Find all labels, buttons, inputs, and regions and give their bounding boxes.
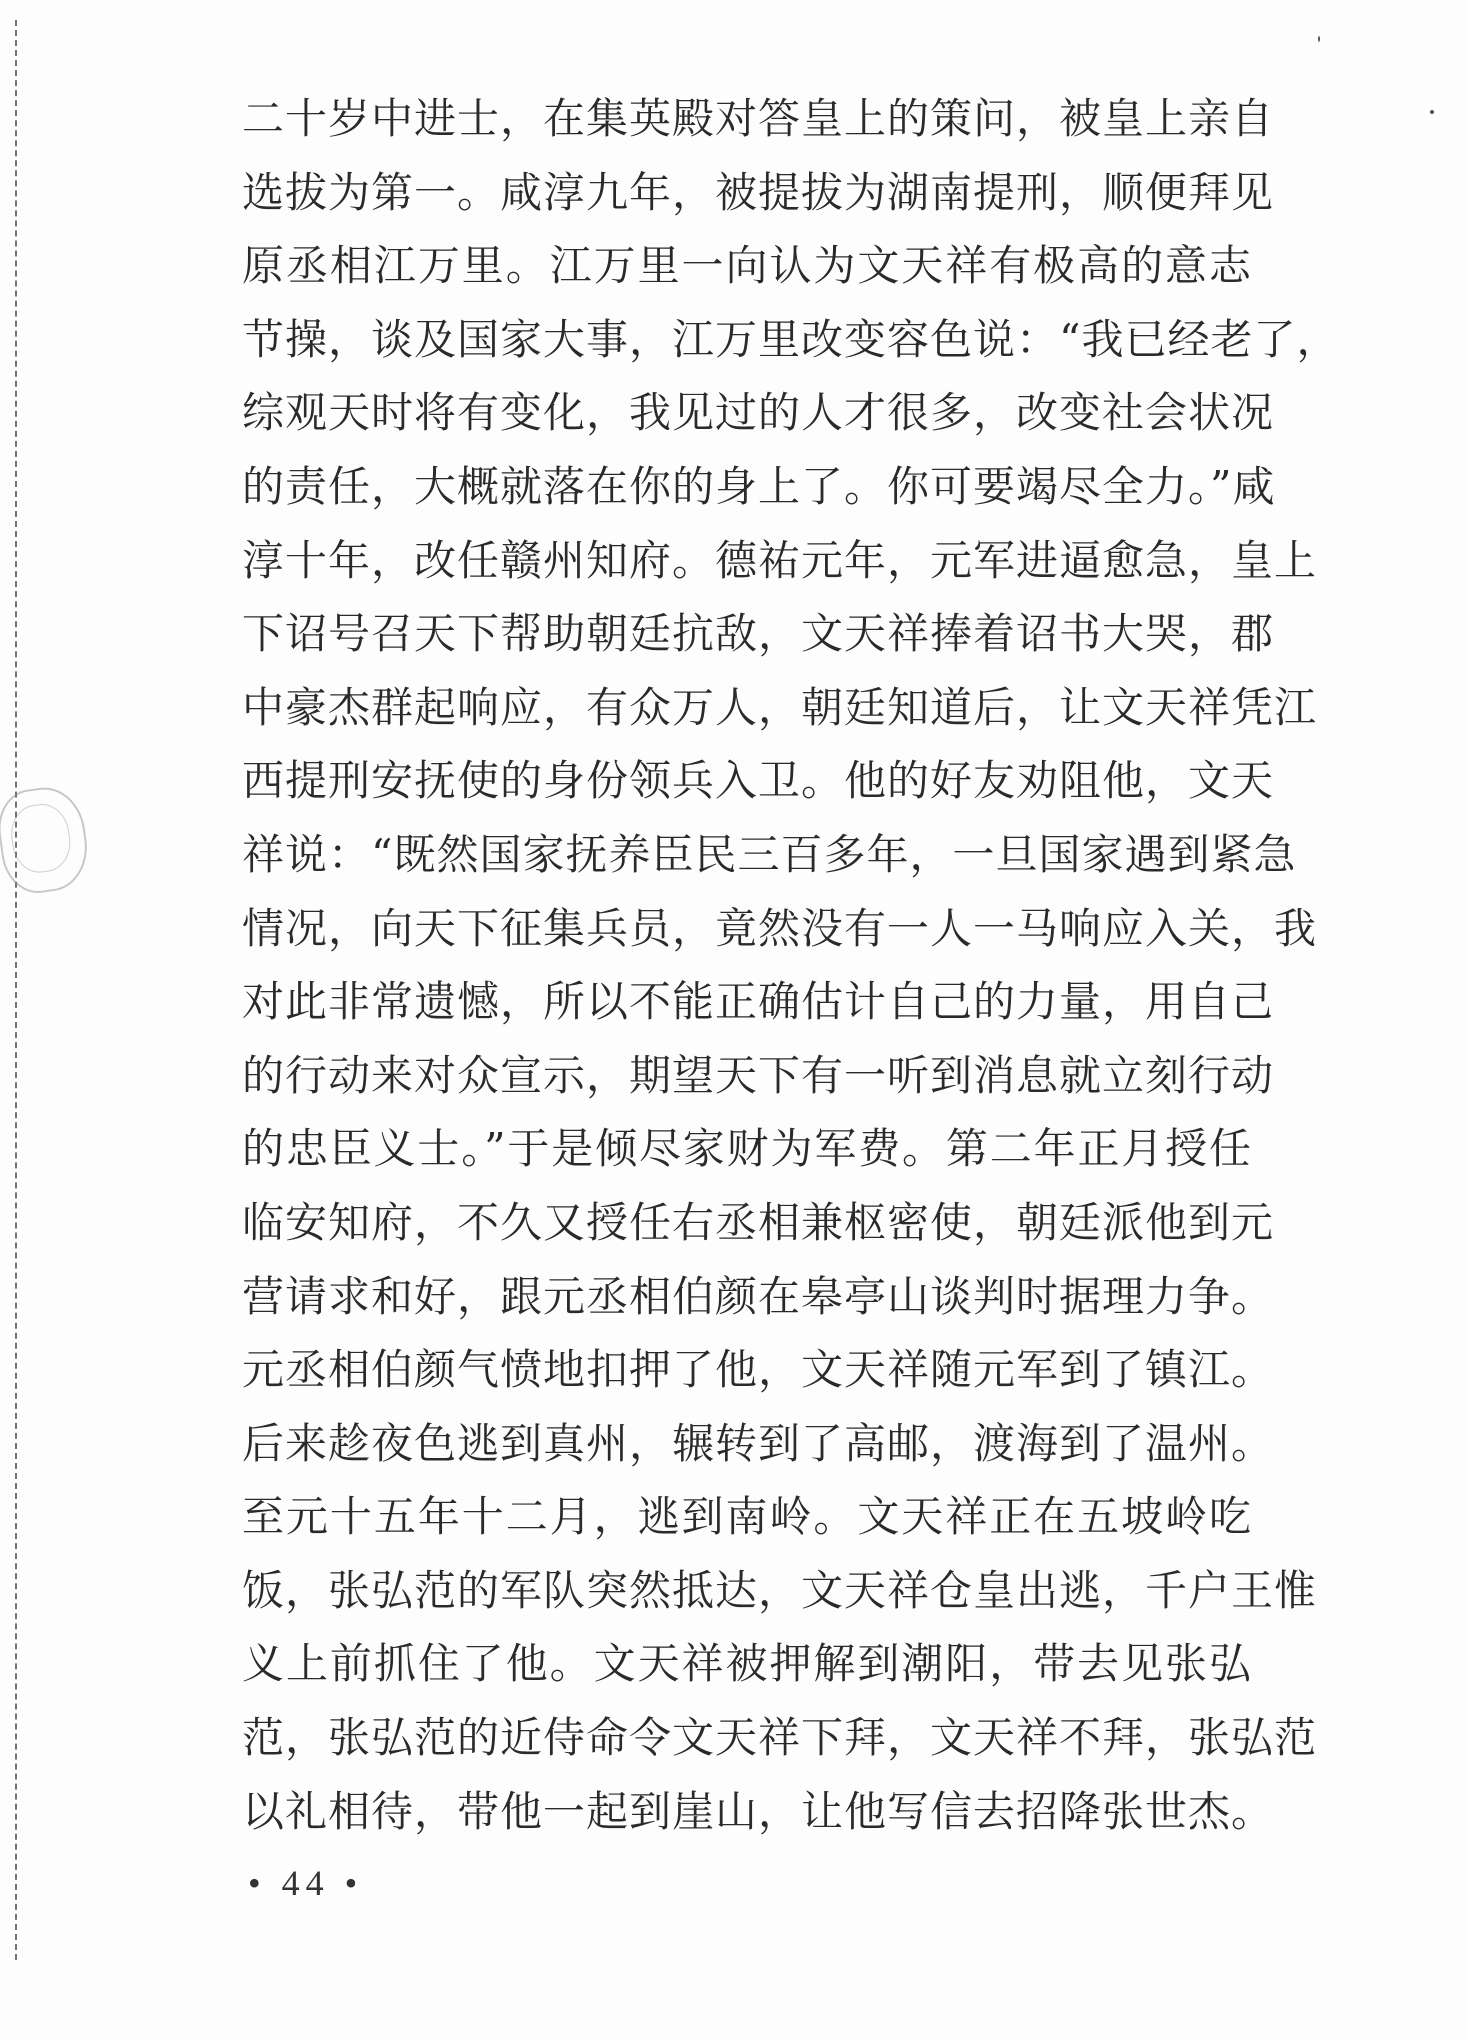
stamp-seal-icon (0, 783, 93, 898)
text-line: 临安知府，不久又授任右丞相兼枢密使，朝廷派他到元 (242, 1197, 1275, 1247)
text-line: 至元十五年十二月，逃到南岭。文天祥正在五坡岭吃 (242, 1492, 1252, 1542)
text-line: 以礼相待，带他一起到崖山，让他写信去招降张世杰。 (242, 1786, 1275, 1836)
binding-dashed-line (15, 20, 17, 1960)
ink-speck (1318, 36, 1320, 42)
text-line: 后来趁夜色逃到真州，辗转到了高邮，渡海到了温州。 (242, 1418, 1275, 1468)
text-line: 节操，谈及国家大事，江万里改变容色说：“我已经老了， (242, 314, 1340, 364)
text-line: 二十岁中进士，在集英殿对答皇上的策问，被皇上亲自 (242, 94, 1275, 143)
text-line: 西提刑安抚使的身份领兵入卫。他的好友劝阻他，文天 (242, 756, 1275, 806)
text-line: 的忠臣义士。”于是倾尽家财为军费。第二年正月授任 (242, 1124, 1252, 1174)
text-line: 的责任，大概就落在你的身上了。你可要竭尽全力。”咸 (242, 461, 1276, 511)
text-line: 中豪杰群起响应，有众万人，朝廷知道后，让文天祥凭江 (242, 682, 1318, 732)
text-line: 情况，向天下征集兵员，竟然没有一人一马响应入关，我 (242, 903, 1318, 953)
text-line: 饭，张弘范的军队突然抵达，文天祥仓皇出逃，千户王惟 (242, 1565, 1318, 1615)
text-line: 范，张弘范的近侍命令文天祥下拜，文天祥不拜，张弘范 (242, 1713, 1318, 1763)
text-line: 对此非常遗憾，所以不能正确估计自己的力量，用自己 (242, 977, 1275, 1027)
text-line: 选拔为第一。咸淳九年，被提拔为湖南提刑，顺便拜见 (242, 167, 1275, 217)
text-line: 综观天时将有变化，我见过的人才很多，改变社会状况 (242, 388, 1275, 438)
ink-speck (1430, 110, 1434, 114)
text-line: 原丞相江万里。江万里一向认为文天祥有极高的意志 (242, 241, 1252, 291)
text-line: 祥说：“既然国家抚养臣民三百多年，一旦国家遇到紧急 (242, 829, 1297, 879)
text-line: 元丞相伯颜气愤地扣押了他，文天祥随元军到了镇江。 (242, 1345, 1275, 1395)
page-number: • 44 • (248, 1863, 364, 1903)
text-line: 下诏号召天下帮助朝廷抗敌，文天祥捧着诏书大哭，郡 (242, 609, 1275, 659)
text-line: 义上前抓住了他。文天祥被押解到潮阳，带去见张弘 (242, 1639, 1252, 1689)
text-line: 营请求和好，跟元丞相伯颜在皋亭山谈判时据理力争。 (242, 1271, 1275, 1321)
body-text (242, 82, 1340, 1848)
text-line: 的行动来对众宣示，期望天下有一听到消息就立刻行动 (242, 1050, 1275, 1100)
text-line: 淳十年，改任赣州知府。德祐元年，元军进逼愈急，皇上 (242, 535, 1318, 585)
